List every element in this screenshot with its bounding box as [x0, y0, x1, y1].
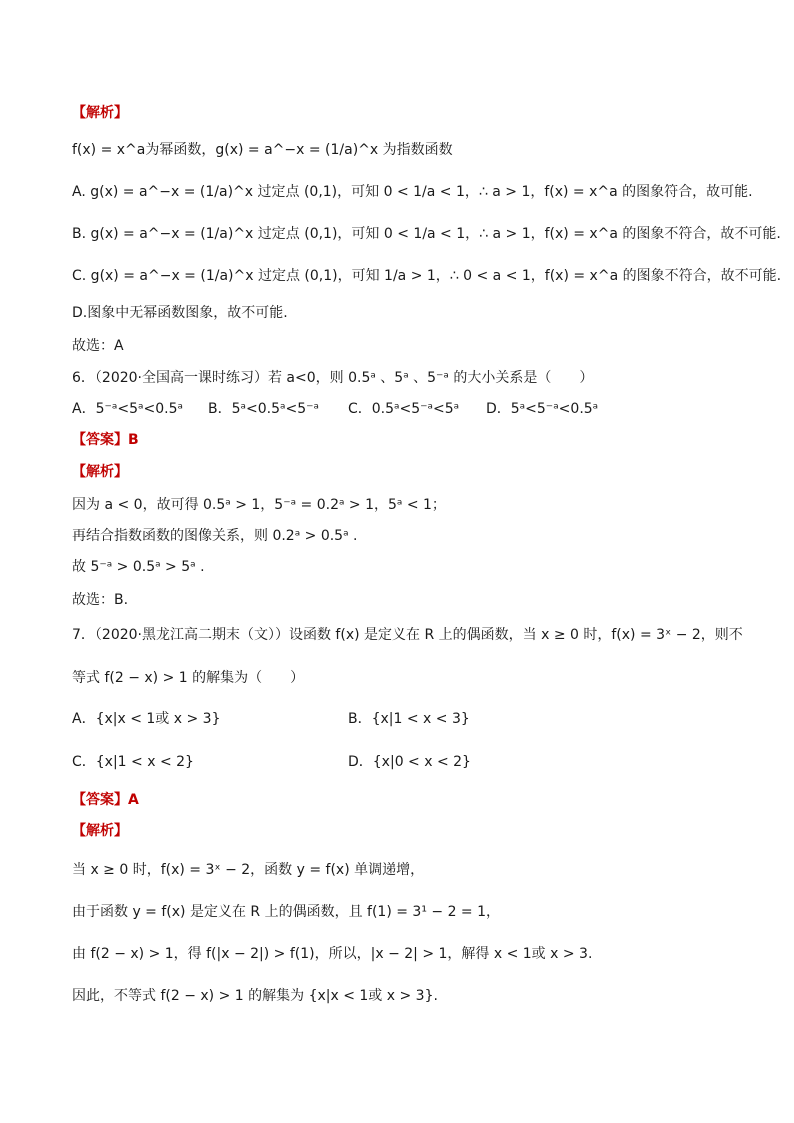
q6-line2: 再结合指数函数的图像关系，则 0.2ᵃ > 0.5ᵃ . — [72, 528, 358, 544]
q6-answer: 【答案】B — [72, 432, 139, 448]
q6-line1: 因为 a < 0，故可得 0.5ᵃ > 1，5⁻ᵃ = 0.2ᵃ > 1，5ᵃ < 1； — [72, 497, 446, 513]
q7-option-a: A．{x|x < 1或 x > 3} — [72, 711, 221, 727]
q6-choice: 故选：B. — [72, 592, 129, 608]
q5-option-c: C. g(x) = a^−x = (1/a)^x 过定点 (0,1)，可知 1/a > 1，∴ 0 < a < 1，f(x) = x^a 的图象不符合，故不可能. — [72, 268, 782, 284]
q6-option-d: D．5ᵃ<5⁻ᵃ<0.5ᵃ — [486, 401, 599, 417]
q5-analysis-tag: 【解析】 — [72, 105, 128, 121]
q6-option-a: A．5⁻ᵃ<5ᵃ<0.5ᵃ — [72, 401, 183, 417]
q5-choice: 故选：A — [72, 338, 124, 354]
q6-stem: 6．（2020·全国高一课时练习）若 a<0，则 0.5ᵃ 、5ᵃ 、5⁻ᵃ 的大小关系是（ ） — [72, 370, 594, 386]
q6-analysis-tag: 【解析】 — [72, 464, 128, 480]
q5-line1: f(x) = x^a为幂函数，g(x) = a^−x = (1/a)^x 为指数函数 — [72, 142, 453, 158]
q6-option-c: C．0.5ᵃ<5⁻ᵃ<5ᵃ — [348, 401, 460, 417]
q6-line3: 故 5⁻ᵃ > 0.5ᵃ > 5ᵃ . — [72, 559, 205, 575]
q6-option-b: B．5ᵃ<0.5ᵃ<5⁻ᵃ — [208, 401, 319, 417]
q7-line4: 因此，不等式 f(2 − x) > 1 的解集为 {x|x < 1或 x > 3}. — [72, 988, 438, 1004]
q7-stem-line2: 等式 f(2 − x) > 1 的解集为（ ） — [72, 670, 305, 686]
q7-line3: 由 f(2 − x) > 1，得 f(|x − 2|) > f(1)，所以，|x − 2| > 1，解得 x < 1或 x > 3. — [72, 946, 593, 962]
q5-option-d: D.图象中无幂函数图象，故不可能. — [72, 305, 288, 321]
q6-options-row — [72, 399, 599, 419]
q7-options-row2 — [72, 752, 471, 772]
q7-stem-line1: 7．（2020·黑龙江高二期末（文））设函数 f(x) 是定义在 R 上的偶函数，当 x ≥ 0 时，f(x) = 3ˣ − 2，则不 — [72, 627, 743, 643]
q7-option-b: B．{x|1 < x < 3} — [348, 711, 470, 727]
q7-option-d: D．{x|0 < x < 2} — [348, 754, 471, 770]
q7-analysis-tag: 【解析】 — [72, 823, 128, 839]
q7-option-c: C．{x|1 < x < 2} — [72, 754, 194, 770]
q7-line2: 由于函数 y = f(x) 是定义在 R 上的偶函数，且 f(1) = 3¹ − 2 = 1， — [72, 904, 501, 920]
q5-option-b: B. g(x) = a^−x = (1/a)^x 过定点 (0,1)，可知 0 < 1/a < 1，∴ a > 1，f(x) = x^a 的图象不符合，故不可能. — [72, 226, 781, 242]
q7-options-row1 — [72, 709, 470, 729]
q5-option-a: A. g(x) = a^−x = (1/a)^x 过定点 (0,1)，可知 0 < 1/a < 1，∴ a > 1，f(x) = x^a 的图象符合，故可能. — [72, 184, 753, 200]
q7-line1: 当 x ≥ 0 时，f(x) = 3ˣ − 2，函数 y = f(x) 单调递增， — [72, 862, 425, 878]
q7-answer: 【答案】A — [72, 792, 139, 808]
